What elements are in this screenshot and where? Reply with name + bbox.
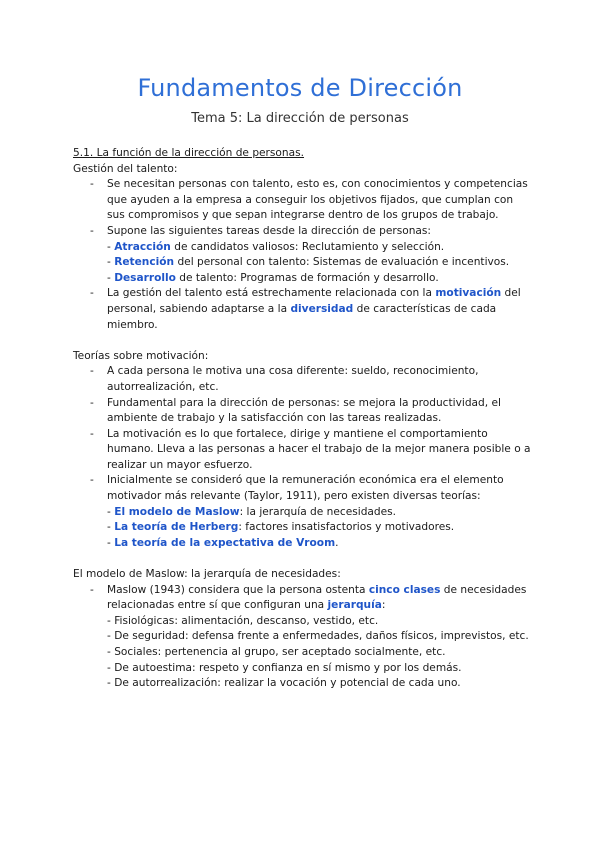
talent-sub-3-text: de talento: Programas de formación y desarrollo. [175,271,439,284]
maslow-need-2: - De seguridad: defensa frente a enfermedades, daños físicos, imprevistos, etc. [107,630,529,643]
maslow-need-5: - De autorrealización: realizar la vocación y potencial de cada uno. [107,677,461,690]
maslow-need-4: - De autoestima: respeto y confianza en sí mismo y por los demás. [107,661,462,674]
motivation-bullet-4 [73,473,533,551]
maslow-title: El modelo de Maslow: la jerarquía de necesidades: [73,568,341,581]
motivation-sub-3: - La teoría de la expectativa de Vroom. [107,536,339,549]
document-subtitle: Tema 5: La dirección de personas [191,111,409,126]
talent-title: Gestión del talento: [73,162,178,175]
motivation-bullet-2-text: Fundamental para la dirección de personas: se mejora la productividad, el ambiente de trabajo y la satisfacción con las tareas realizadas. [107,396,501,425]
talent-sub-2-text: del personal con talento: Sistemas de evaluación e incentivos. [174,256,510,269]
talent-bullet-3-text-a: La gestión del talento está estrechamente relacionada con la [107,287,436,300]
document-body [73,146,533,692]
maslow-list [73,583,533,692]
maslow-bullet-1-text-a: Maslow (1943) considera que la persona ostenta [107,583,369,596]
motivation-sub-2: - La teoría de Herberg: factores insatisfactorios y motivadores. [107,521,455,534]
talent-bullet-2-text: Supone las siguientes tareas desde la dirección de personas: [107,224,432,237]
spacer [73,333,533,349]
highlight-motivacion: motivación [435,287,502,300]
talent-bullet-2 [73,224,533,286]
highlight-atraccion: Atracción [114,240,171,253]
maslow-need-1: - Fisiológicas: alimentación, descanso, vestido, etc. [107,614,379,627]
motivation-list [73,364,533,551]
motivation-sub-3-text: . [335,536,339,549]
motivation-title: Teorías sobre motivación: [73,349,209,362]
highlight-vroom: La teoría de la expectativa de Vroom [114,536,336,549]
talent-bullet-1-text: Se necesitan personas con talento, esto es, con conocimientos y competencias que ayuden a la empresa a conseguir los objetivos fijados, que cumplan con sus compromisos y que sepan integrarse dentro de los grupos de trabajo. [107,178,528,222]
highlight-retencion: Retención [114,256,175,269]
motivation-bullet-1 [73,364,533,395]
highlight-jerarquia: jerarquía [327,599,382,612]
maslow-bullet-1-text-b: de necesidades relacionadas entre sí que configuran una [107,583,527,612]
talent-bullet-3-text-b: del personal, sabiendo adaptarse a la [107,287,521,315]
talent-list [73,177,533,333]
highlight-desarrollo: Desarrollo [114,271,176,284]
motivation-bullet-2 [73,396,533,427]
talent-sub-1: - Atracción de candidatos valiosos: Reclutamiento y selección. [107,240,445,253]
maslow-bullet-1-text-c: : [381,599,386,612]
section-heading: 5.1. La función de la dirección de personas. [73,147,305,159]
motivation-sub-2-text: : factores insatisfactorios y motivadores. [238,521,455,534]
maslow-bullet-1 [73,583,533,692]
talent-sub-2: - Retención del personal con talento: Sistemas de evaluación e incentivos. [107,256,510,269]
motivation-sub-1-text: : la jerarquía de necesidades. [239,505,397,518]
talent-sub-1-text: de candidatos valiosos: Reclutamiento y selección. [170,240,445,253]
highlight-maslow: El modelo de Maslow [114,505,240,518]
talent-bullet-3 [73,286,533,333]
document-title: Fundamentos de Dirección [137,74,463,102]
highlight-diversidad: diversidad [290,302,354,315]
motivation-sub-1: - El modelo de Maslow: la jerarquía de necesidades. [107,505,397,518]
talent-sub-3: - Desarrollo de talento: Programas de formación y desarrollo. [107,271,439,284]
motivation-bullet-3-text: La motivación es lo que fortalece, dirige y mantiene el comportamiento humano. Lleva a las personas a hacer el trabajo de la mejor manera posible o a realizar un mayor esfuerzo. [107,427,531,471]
maslow-need-3: - Sociales: pertenencia al grupo, ser aceptado socialmente, etc. [107,646,446,658]
spacer [73,551,533,567]
motivation-bullet-1-text: A cada persona le motiva una cosa diferente: sueldo, reconocimiento, autorrealización, etc. [107,365,479,393]
talent-bullet-3-text-c: de características de cada miembro. [107,302,497,331]
talent-bullet-1 [73,177,533,224]
highlight-herberg: La teoría de Herberg [114,521,239,534]
motivation-bullet-4-text: Inicialmente se consideró que la remuneración económica era el elemento motivador más relevante (Taylor, 1911), pero existen diversas teorías: [107,474,504,503]
highlight-cinco-clases: cinco clases [368,583,441,596]
motivation-bullet-3 [73,427,533,474]
